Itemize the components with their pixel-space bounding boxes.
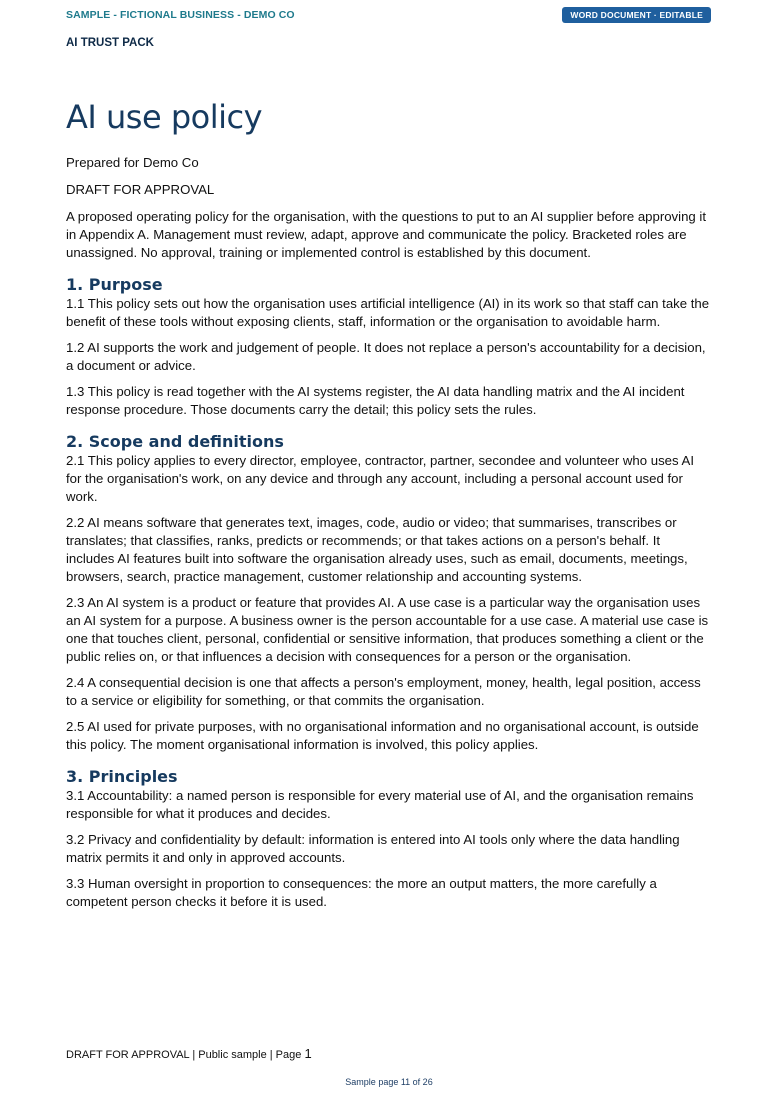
paragraph: 1.2 AI supports the work and judgement of people. It does not replace a person's accountability for a decision, a document or advice. [66,340,706,373]
paragraph: 2.1 This policy applies to every director, employee, contractor, partner, secondee and volunteer who uses AI for the organisation's work, on any device and through any account, including a personal account used for work. [66,453,694,504]
section-principles [66,767,710,911]
paragraph: 2.4 A consequential decision is one that affects a person's employment, money, health, legal position, access to a service or eligibility for something, or that commits the organisation. [66,675,701,708]
paragraph: 2.2 AI means software that generates text, images, code, audio or video; that summarises, transcribes or translates; that classifies, ranks, predicts or recommends; or that takes actions on a person's behalf. It includes AI features built into software the organisation already uses, such as email, documents, meetings, browsers, search, practice management, customer relationship and accounting systems. [66,515,688,584]
section-heading: 2. Scope and definitions [66,432,284,451]
footer-text: DRAFT FOR APPROVAL | Public sample | Page [66,1049,302,1061]
prepared-for: Prepared for Demo Co [66,155,199,170]
document-body [66,98,710,919]
brand-label: SAMPLE - FICTIONAL BUSINESS - DEMO CO [66,9,295,21]
paragraph: 1.1 This policy sets out how the organisation uses artificial intelligence (AI) in its work so that staff can take the benefit of these tools without exposing clients, staff, information or the organisation to avoidable harm. [66,296,710,329]
sample-page-indicator: Sample page 11 of 26 [345,1077,433,1087]
page-footer [66,1046,312,1061]
paragraph: 2.5 AI used for private purposes, with no organisational information and no organisational account, is outside this policy. The moment organisational information is involved, this policy applies. [66,719,699,752]
paragraph: 1.3 This policy is read together with the AI systems register, the AI data handling matrix and the AI incident response procedure. Those documents carry the detail; this policy sets the rules. [66,384,685,417]
paragraph: 3.3 Human oversight in proportion to consequences: the more an output matters, the more carefully a competent person checks it before it is used. [66,876,657,909]
pack-label: AI TRUST PACK [66,37,154,49]
section-purpose [66,275,710,419]
footer-page-number: 1 [304,1046,312,1061]
document-type-badge: WORD DOCUMENT · EDITABLE [562,7,711,23]
document-title: AI use policy [66,98,263,136]
intro-paragraph: A proposed operating policy for the organisation, with the questions to put to an AI supplier before approving it in Appendix A. Management must review, adapt, approve and communicate the policy. Bracketed roles are unassigned. No approval, training or implemented control is established by this document. [66,209,707,260]
section-heading: 3. Principles [66,767,178,786]
section-heading: 1. Purpose [66,275,163,294]
top-header-bar [66,7,711,23]
paragraph: 2.3 An AI system is a product or feature that provides AI. A use case is a particular way the organisation uses an AI system for a purpose. A business owner is the person accountable for a use case. A material use case is one that touches client, personal, confidential or sensitive information, that produces something a client or the public relies on, or that influences a decision with consequences for a person or the organisation. [66,595,709,664]
section-scope-definitions [66,432,710,754]
paragraph: 3.2 Privacy and confidentiality by default: information is entered into AI tools only where the data handling matrix permits it and only in approved accounts. [66,832,680,865]
paragraph: 3.1 Accountability: a named person is responsible for every material use of AI, and the organisation remains responsible for what it produces and decides. [66,788,694,821]
status-line: DRAFT FOR APPROVAL [66,182,215,197]
